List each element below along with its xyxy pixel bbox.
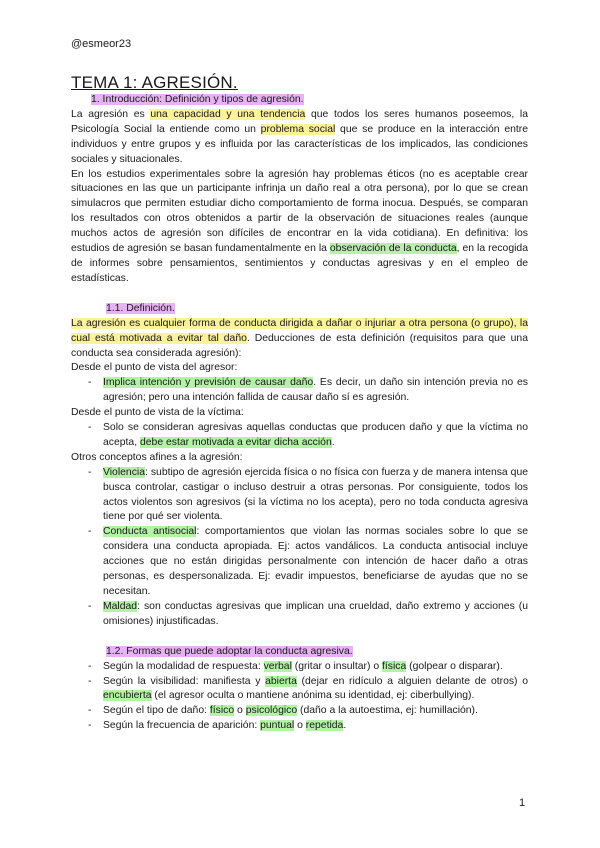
text-run: que se produce en la interacción entre individuos y entre grupos y es influida por las características de los implicados, las condiciones sociales y situacionales. — [71, 123, 528, 165]
highlight-capacidad: una capacidad y una tendencia — [150, 108, 306, 120]
list-item — [71, 600, 528, 630]
text-run: (dejar en ridículo a alguien delante de otros) o — [296, 675, 528, 687]
author-handle: @esmeor23 — [71, 38, 132, 50]
otros-conceptos-label: Otros conceptos afines a la agresión: — [71, 451, 243, 463]
highlight-verbal: verbal — [263, 660, 292, 672]
highlight-fisico: físico — [209, 705, 235, 717]
highlight-repetida: repetida — [305, 720, 344, 732]
list-item — [71, 421, 528, 451]
text-run: : son conductas agresivas que implican una crueldad, daño extremo y acciones (u omisiones) injustificadas. — [103, 600, 528, 627]
text-run: (golpear o disparar). — [406, 660, 503, 672]
text-run: Según el tipo de daño: — [103, 705, 210, 717]
spacer — [71, 287, 528, 302]
section-1-1-heading: 1.1. Definición. — [106, 302, 175, 314]
intro-paragraph-2 — [71, 168, 528, 287]
highlight-definition: La agresión es cualquier forma de conducta dirigida a dañar o injuriar a otra persona (o grupo), la cual está motivada a evitar tal daño — [71, 317, 528, 344]
intro-paragraph-1 — [71, 108, 528, 168]
list-item — [71, 719, 528, 734]
list-item — [71, 675, 528, 705]
formas-list — [71, 660, 528, 735]
section-1-heading: 1. Introducción: Definición y tipos de agresión. — [91, 94, 304, 105]
text-run: En los estudios experimentales sobre la agresión hay problemas éticos (no es aceptable crear situaciones en las que un participante infrinja un daño real a otra persona), por lo que se crean simulacros que permiten estudiar dicho comportamiento de forma inocua. Después, se comparan los resultados con otros obtenidos a partir de la observación de situaciones reales (aunque muchos actos de agresión son difíciles de encontrar en la vida cotidiana). En definitiva: los estudios de agresión se basan fundamentalmente en la — [71, 168, 528, 255]
highlight-psicologico: psicológico — [245, 705, 298, 717]
list-item — [71, 525, 528, 600]
text-run: : subtipo de agresión ejercida física o no física con fuerza y de manera intensa que busca controlar, castigar o incluso destruir a otras personas. Por consiguiente, todos los actos violentos son agresivos (si la víctima no los acepta), pero no toda conducta agresiva tiene por qué ser violenta. — [103, 466, 528, 523]
text-run: Según la frecuencia de aparición: — [103, 720, 261, 732]
page-number: 1 — [519, 797, 526, 809]
highlight-abierta: abierta — [265, 675, 297, 687]
text-run: Según la visibilidad: manifiesta y — [103, 675, 266, 687]
text-run: Solo se consideran agresivas aquellas conductas que producen daño y que la víctima no acepta, — [103, 422, 528, 448]
conceptos-list — [71, 466, 528, 630]
text-run: . — [331, 436, 335, 448]
text-run: . Deducciones de esta definición (requisitos para que una conducta sea considerada agresión): — [71, 332, 528, 359]
highlight-maldad: Maldad — [103, 600, 138, 612]
victima-list — [71, 421, 528, 451]
text-run: (daño a la autoestima, ej: humillación). — [297, 705, 478, 717]
text-run: La agresión es — [71, 108, 151, 120]
highlight-violencia: Violencia — [103, 466, 145, 478]
highlight-problema-social: problema social — [260, 123, 336, 135]
text-run: : comportamientos que violan las normas sociales sobre lo que se considera una conducta apropiada. Ej: actos vandálicos. La conducta antisocial incluye acciones que no están dirigidas personalmente con intención de hacer daño a otras personas, es despersonalizada. Ej: evadir impuestos, beneficiarse de ayudas que no se necesitan. — [103, 526, 529, 597]
section-1-heading-row — [71, 93, 528, 108]
list-item — [71, 704, 528, 719]
agresor-label: Desde el punto de vista del agresor: — [71, 362, 238, 374]
agresor-list — [71, 376, 528, 406]
text-run: . — [343, 720, 347, 732]
document-body — [71, 93, 528, 734]
text-run: o — [234, 705, 246, 717]
highlight-intencion: Implica intención y previsión de causar daño — [103, 377, 314, 389]
list-item — [71, 466, 528, 526]
victima-label: Desde el punto de vista de la víctima: — [71, 407, 244, 419]
text-run: . Es decir, un daño sin intención previa no es agresión; pero una intención fallida de causar daño sí es agresión. — [103, 377, 528, 404]
highlight-evitar-accion: debe estar motivada a evitar dicha acción — [139, 436, 332, 448]
highlight-observacion: observación de la conducta — [329, 243, 457, 255]
spacer — [71, 630, 528, 645]
highlight-encubierta: encubierta — [103, 690, 152, 702]
page-title: TEMA 1: AGRESIÓN. — [71, 73, 238, 92]
text-run: , en la recogida de informes sobre pensamientos, sentimientos y conductas agresivas y en el empleo de estadísticas. — [71, 243, 528, 284]
highlight-conducta-antisocial: Conducta antisocial — [103, 526, 197, 538]
section-1-1-heading-row — [71, 302, 528, 317]
text-run: o — [294, 720, 306, 732]
highlight-puntual: puntual — [260, 720, 295, 732]
definition-paragraph — [71, 317, 528, 362]
list-item — [71, 660, 528, 675]
text-run: (el agresor oculta o mantiene anónima su identidad, ej: ciberbullying). — [151, 690, 475, 702]
section-1-2-heading: 1.2. Formas que puede adoptar la conducta agresiva. — [106, 645, 353, 657]
highlight-fisica: física — [382, 660, 407, 672]
text-run: que todos los seres humanos poseemos, la Psicología Social la entiende como un — [71, 108, 528, 135]
text-run: (gritar o insultar) o — [291, 660, 382, 672]
text-run: Según la modalidad de respuesta: — [103, 660, 264, 672]
list-item — [71, 376, 528, 406]
section-1-2-heading-row — [71, 645, 528, 660]
